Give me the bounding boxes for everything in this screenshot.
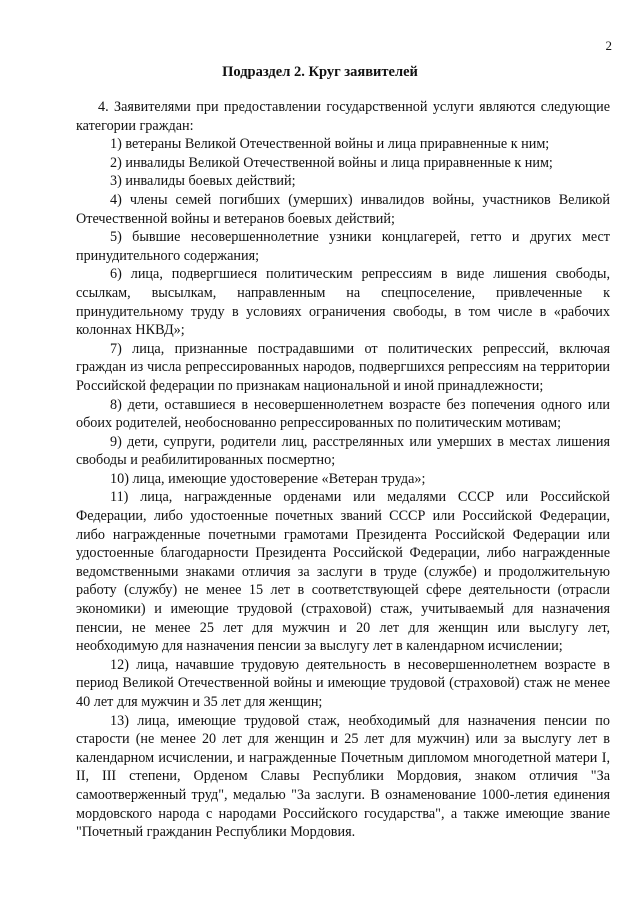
list-item-13: 13) лица, имеющие трудовой стаж, необходимый для назначения пенсии по старости (не менее 20 лет для женщин и 25 лет для мужчин) или за выслугу лет в календарном исчислении, и награжденные Почетным дипломом многодетной матери I, II, III степени, Орденом Славы Республики Мордовия, знаком отличия "За самоотверженный труд", медалью "За заслуги. В ознаменование 1000-летия единения мордовского народа с народами Российского государства", а также имеющие звание "Почетный гражданин Республики Мордовия. xyxy=(76,712,610,841)
page-number: 2 xyxy=(605,38,612,53)
list-item-7: 7) лица, признанные пострадавшими от политических репрессий, включая граждан из числа репрессированных народов, подвергшихся репрессиям на территории Российской федерации по признакам национальной и иной принадлежности; xyxy=(76,340,610,394)
list-item-12: 12) лица, начавшие трудовую деятельность в несовершеннолетнем возрасте в период Великой Отечественной войны и имеющие трудовой (страховой) стаж не менее 40 лет для мужчин и 35 лет для женщин; xyxy=(76,656,610,710)
paragraph-intro: 4. Заявителями при предоставлении государственной услуги являются следующие категории граждан: xyxy=(76,99,610,134)
section-heading: Подраздел 2. Круг заявителей xyxy=(222,64,418,80)
list-item-10: 10) лица, имеющие удостоверение «Ветеран труда»; xyxy=(110,470,426,487)
list-item-3: 3) инвалиды боевых действий; xyxy=(110,173,296,190)
list-item-8: 8) дети, оставшиеся в несовершеннолетнем возрасте без попечения одного или обоих родителей, необоснованно репрессированных по политическим мотивам; xyxy=(76,396,610,432)
list-item-1: 1) ветераны Великой Отечественной войны и лица приравненные к ним; xyxy=(110,136,550,153)
document-body xyxy=(76,98,610,842)
list-item-4: 4) члены семей погибших (умерших) инвалидов войны, участников Великой Отечественной войны и ветеранов боевых действий; xyxy=(76,191,610,227)
list-item-9: 9) дети, супруги, родители лиц, расстрелянных или умерших в местах лишения свободы и реабилитированных посмертно; xyxy=(76,433,610,469)
list-item-5: 5) бывшие несовершеннолетние узники концлагерей, гетто и других мест принудительного содержания; xyxy=(76,229,610,264)
list-item-11: 11) лица, награжденные орденами или медалями СССР или Российской Федерации, либо удостоенные почетных званий СССР или Российской Федерации, либо награжденные почетными грамотами Президента Российской Федерации или удостоенные благодарности Президента Российской Федерации, либо награжденные ведомственными знаками отличия за заслуги в труде (службе) и продолжительную работу (службу) не менее 15 лет в соответствующей сфере деятельности (отрасли экономики) и имеющие трудовой (страховой) стаж, учитываемый для назначения пенсии, не менее 25 лет для мужчин и 20 лет для женщин или выслугу лет, необходимую для назначения пенсии за выслугу лет в календарном исчислении; xyxy=(76,489,610,655)
list-item-2: 2) инвалиды Великой Отечественной войны и лица приравненные к ним; xyxy=(110,154,553,171)
list-item-6: 6) лица, подвергшиеся политическим репрессиям в виде лишения свободы, ссылкам, высылкам, направленным на спецпоселение, привлеченные к принудительному труду в условиях ограничения свободы, в том числе в «рабочих колоннах НКВД»; xyxy=(76,266,610,339)
